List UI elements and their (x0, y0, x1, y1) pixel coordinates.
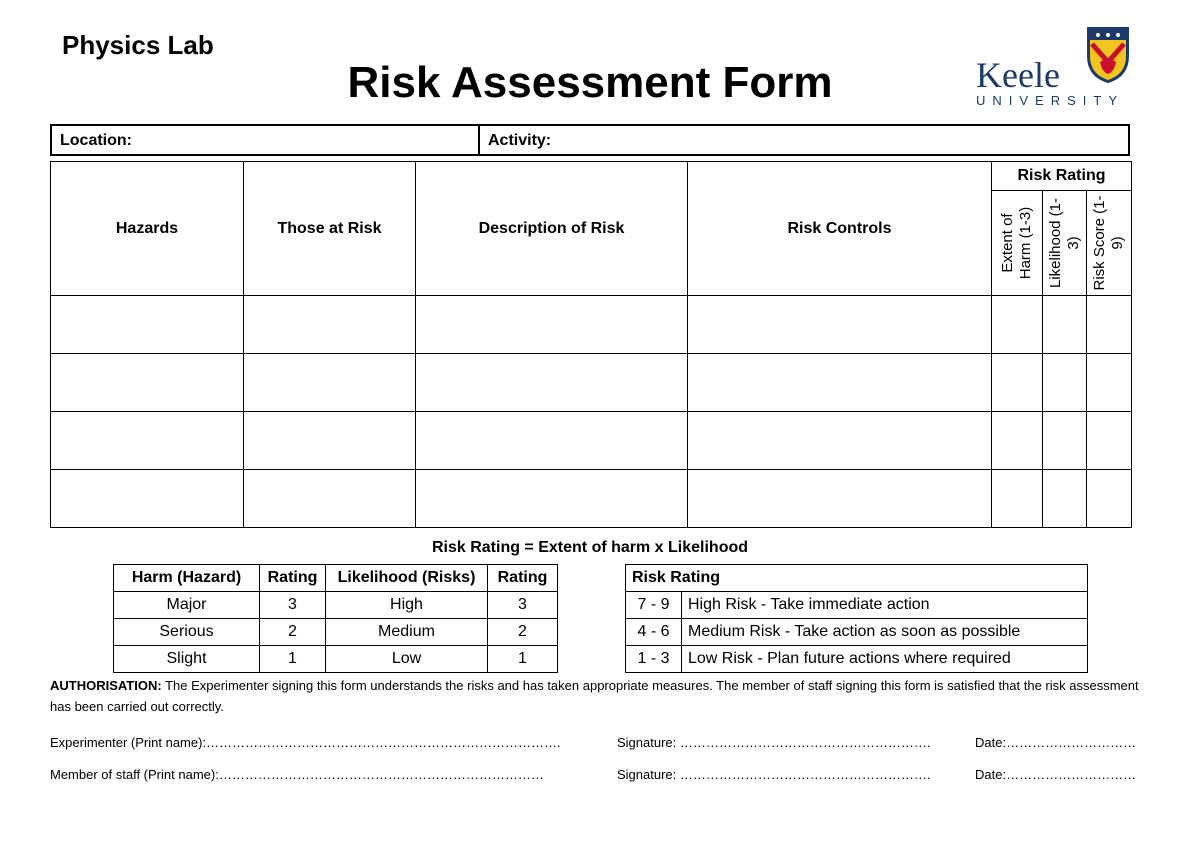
authorisation-text: The Experimenter signing this form understands the risks and has taken appropriate measures. The member of staff signing this form is satisfied that the risk assessment has been carried out correctly. (50, 678, 1139, 714)
experimenter-name-field[interactable]: Experimenter (Print name):………………………………………………………………………. (50, 735, 561, 750)
crest-icon (1086, 26, 1130, 84)
score-cell[interactable] (1087, 354, 1132, 412)
table-row (51, 354, 1132, 412)
staff-date-field[interactable]: Date:………………………… (975, 767, 1137, 782)
extent-of-harm-header (992, 191, 1043, 296)
table-row (51, 296, 1132, 354)
score-range: 1 - 3 (626, 646, 682, 673)
action-text: High Risk - Take immediate action (682, 592, 1088, 619)
likelihood-risks-header: Likelihood (Risks) (326, 565, 488, 592)
info-bar (50, 124, 1130, 156)
extent-cell[interactable] (992, 470, 1043, 528)
risk-controls-cell[interactable] (688, 412, 992, 470)
experimenter-date-field[interactable]: Date:………………………… (975, 735, 1137, 750)
table-row (114, 619, 558, 646)
score-cell[interactable] (1087, 412, 1132, 470)
logo-wordmark: Keele (976, 55, 1060, 95)
score-range: 4 - 6 (626, 619, 682, 646)
hazard-cell[interactable] (51, 412, 244, 470)
extent-cell[interactable] (992, 296, 1043, 354)
authorisation-statement (50, 675, 1160, 717)
table-row (51, 470, 1132, 528)
action-text: Medium Risk - Take action as soon as possible (682, 619, 1088, 646)
harm-rating-cell: 2 (260, 619, 326, 646)
extent-of-harm-label: Extent of Harm (1-3) (999, 206, 1034, 280)
those-at-risk-header: Those at Risk (244, 162, 416, 296)
those-at-risk-cell[interactable] (244, 354, 416, 412)
table-row (626, 646, 1088, 673)
table-row (626, 619, 1088, 646)
harm-likelihood-table (113, 564, 558, 673)
extent-cell[interactable] (992, 354, 1043, 412)
likelihood-cell: Medium (326, 619, 488, 646)
activity-field[interactable] (480, 126, 1128, 154)
likelihood-rating-cell: 3 (488, 592, 558, 619)
risk-rating-header: Risk Rating (992, 162, 1132, 191)
action-text: Low Risk - Plan future actions where required (682, 646, 1088, 673)
likelihood-label: Likelihood (1-3) (1046, 197, 1082, 289)
table-row (626, 592, 1088, 619)
location-label: Location: (60, 132, 132, 149)
harm-rating-cell: 3 (260, 592, 326, 619)
risk-table (50, 161, 1132, 528)
activity-label: Activity: (488, 132, 552, 149)
those-at-risk-cell[interactable] (244, 296, 416, 354)
description-header: Description of Risk (416, 162, 688, 296)
hazard-cell[interactable] (51, 296, 244, 354)
score-range: 7 - 9 (626, 592, 682, 619)
risk-rating-title: Risk Rating (626, 565, 1088, 592)
likelihood-rating-cell: 1 (488, 646, 558, 673)
authorisation-label: AUTHORISATION: (50, 678, 162, 693)
staff-signature-field[interactable]: Signature: …………………………………………………. (617, 767, 931, 782)
harm-cell: Major (114, 592, 260, 619)
likelihood-cell: Low (326, 646, 488, 673)
harm-rating-header: Rating (260, 565, 326, 592)
harm-cell: Slight (114, 646, 260, 673)
table-row (51, 412, 1132, 470)
score-cell[interactable] (1087, 296, 1132, 354)
likelihood-header (1043, 191, 1087, 296)
risk-controls-cell[interactable] (688, 296, 992, 354)
description-cell[interactable] (416, 470, 688, 528)
score-cell[interactable] (1087, 470, 1132, 528)
hazard-cell[interactable] (51, 470, 244, 528)
likelihood-cell[interactable] (1043, 470, 1087, 528)
harm-header: Harm (Hazard) (114, 565, 260, 592)
risk-controls-cell[interactable] (688, 354, 992, 412)
table-row (114, 646, 558, 673)
risk-controls-cell[interactable] (688, 470, 992, 528)
hazard-cell[interactable] (51, 354, 244, 412)
likelihood-cell: High (326, 592, 488, 619)
likelihood-cell[interactable] (1043, 296, 1087, 354)
risk-formula: Risk Rating = Extent of harm x Likelihood (431, 539, 749, 556)
description-cell[interactable] (416, 412, 688, 470)
risk-rating-legend (625, 564, 1088, 673)
those-at-risk-cell[interactable] (244, 470, 416, 528)
risk-controls-header: Risk Controls (688, 162, 992, 296)
description-cell[interactable] (416, 354, 688, 412)
hazards-header: Hazards (51, 162, 244, 296)
staff-name-field[interactable]: Member of staff (Print name):………………………………………………………………… (50, 767, 544, 782)
likelihood-cell[interactable] (1043, 412, 1087, 470)
likelihood-rating-cell: 2 (488, 619, 558, 646)
experimenter-signature-field[interactable]: Signature: …………………………………………………. (617, 735, 931, 750)
likelihood-cell[interactable] (1043, 354, 1087, 412)
page-title: Risk Assessment Form (347, 58, 833, 107)
lab-title: Physics Lab (62, 30, 214, 60)
extent-cell[interactable] (992, 412, 1043, 470)
likelihood-rating-header: Rating (488, 565, 558, 592)
those-at-risk-cell[interactable] (244, 412, 416, 470)
keele-logo (972, 26, 1142, 112)
logo-subtitle: UNIVERSITY (976, 93, 1125, 108)
harm-rating-cell: 1 (260, 646, 326, 673)
location-field[interactable] (52, 126, 480, 154)
risk-score-header (1087, 191, 1132, 296)
description-cell[interactable] (416, 296, 688, 354)
risk-score-label: Risk Score (1-9) (1091, 195, 1126, 291)
table-row (114, 592, 558, 619)
harm-cell: Serious (114, 619, 260, 646)
